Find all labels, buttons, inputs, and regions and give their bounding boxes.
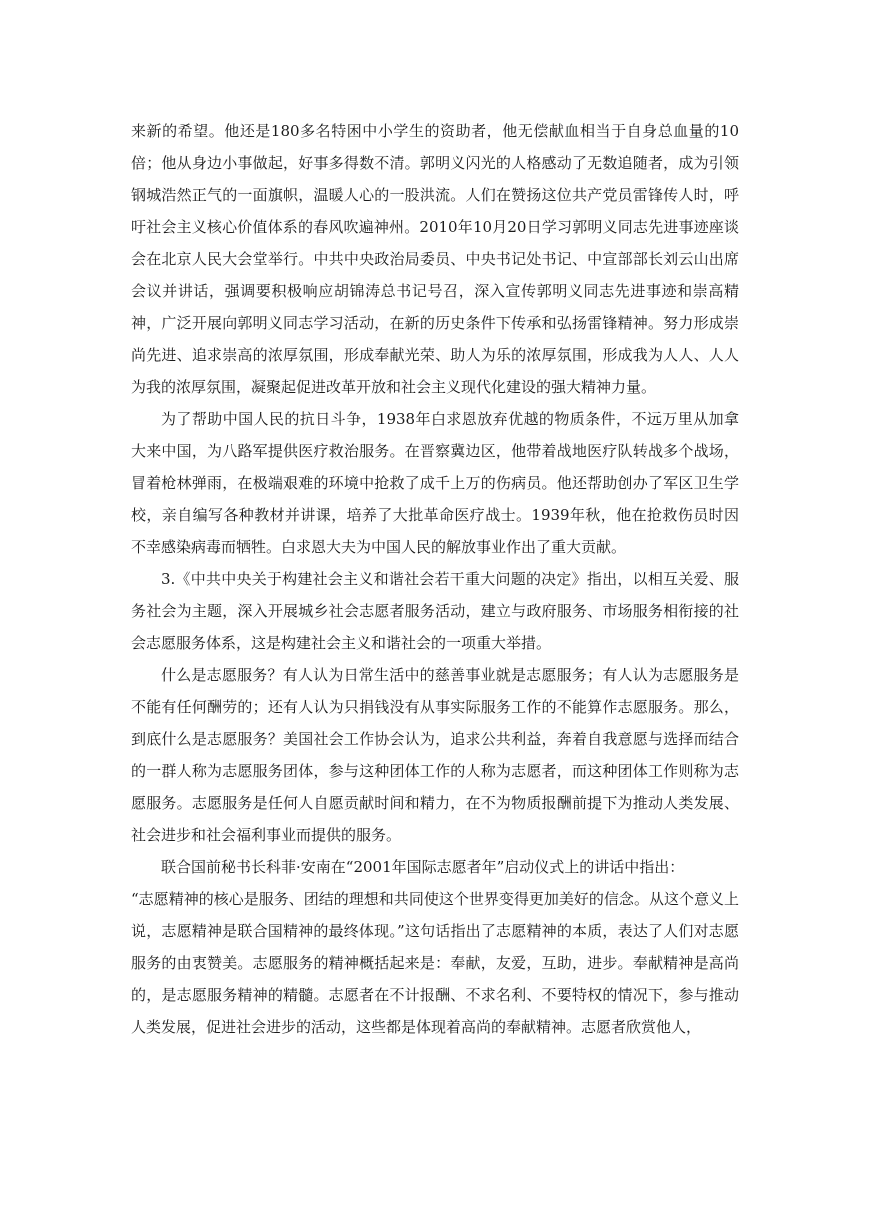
paragraph-annan-intro: 联合国前秘书长科菲·安南在“2001年国际志愿者年”启动仪式上的讲话中指出： xyxy=(161,858,685,876)
paragraph-what-is-volunteer-service: 什么是志愿服务？有人认为日常生活中的慈善事业就是志愿服务；有人认为志愿服务是不能有任何酬劳的；还有人认为只捐钱没有从事实际服务工作的不能算作志愿服务。那么，到底什么是志愿服务？美国社会工作协会认为，追求公共利益，奔着自我意愿与选择而结合的一群人称为志愿服务团体，参与这种团体工作的人称为志愿者，而这种团体工作则称为志愿服务。志愿服务是任何人自愿贡献时间和精力，在不为物质报酬前提下为推动人类发展、社会进步和社会福利事业而提供的服务。 xyxy=(131,666,739,844)
paragraph-bethune: 为了帮助中国人民的抗日斗争，1938年白求恩放弃优越的物质条件，不远万里从加拿大来中国，为八路军提供医疗救治服务。在晋察冀边区，他带着战地医疗队转战多个战场，冒着枪林弹雨，在极端艰难的环境中抢救了成千上万的伤病员。他还帮助创办了军区卫生学校，亲自编写各种教材并讲课，培养了大批革命医疗战士。1939年秋，他在抢救伤员时因不幸感染病毒而牺牲。白求恩大夫为中国人民的解放事业作出了重大贡献。 xyxy=(131,410,739,556)
document-body xyxy=(131,115,739,1043)
paragraph-guo-mingyi: 来新的希望。他还是180多名特困中小学生的资助者，他无偿献血相当于自身总血量的10倍；他从身边小事做起，好事多得数不清。郭明义闪光的人格感动了无数追随者，成为引领钢城浩然正气的一面旗帜，温暖人心的一股洪流。人们在赞扬这位共产党员雷锋传人时，呼吁社会主义核心价值体系的春风吹遍神州。2010年10月20日学习郭明义同志先进事迹座谈会在北京人民大会堂举行。中共中央政治局委员、中央书记处书记、中宣部部长刘云山出席会议并讲话，强调要积极响应胡锦涛总书记号召，深入宣传郭明义同志先进事迹和崇高精神，广泛开展向郭明义同志学习活动，在新的历史条件下传承和弘扬雷锋精神。努力形成崇尚先进、追求崇高的浓厚氛围，形成奉献光荣、助人为乐的浓厚氛围，形成我为人人、人人为我的浓厚氛围，凝聚起促进改革开放和社会主义现代化建设的强大精神力量。 xyxy=(131,122,739,396)
paragraph-volunteer-spirit: “志愿精神的核心是服务、团结的理想和共同使这个世界变得更加美好的信念。从这个意义上说，志愿精神是联合国精神的最终体现。”这句话指出了志愿精神的本质，表达了人们对志愿服务的由衷赞美。志愿服务的精神概括起来是：奉献，友爱，互助，进步。奉献精神是高尚的，是志愿服务精神的精髓。志愿者在不计报酬、不求名利、不要特权的情况下，参与推动人类发展，促进社会进步的活动，这些都是体现着高尚的奉献精神。志愿者欣赏他人， xyxy=(131,890,739,1036)
paragraph-harmonious-society-decision: 3.《中共中央关于构建社会主义和谐社会若干重大问题的决定》指出，以相互关爱、服务社会为主题，深入开展城乡社会志愿者服务活动，建立与政府服务、市场服务相衔接的社会志愿服务体系，这是构建社会主义和谐社会的一项重大举措。 xyxy=(131,570,739,652)
